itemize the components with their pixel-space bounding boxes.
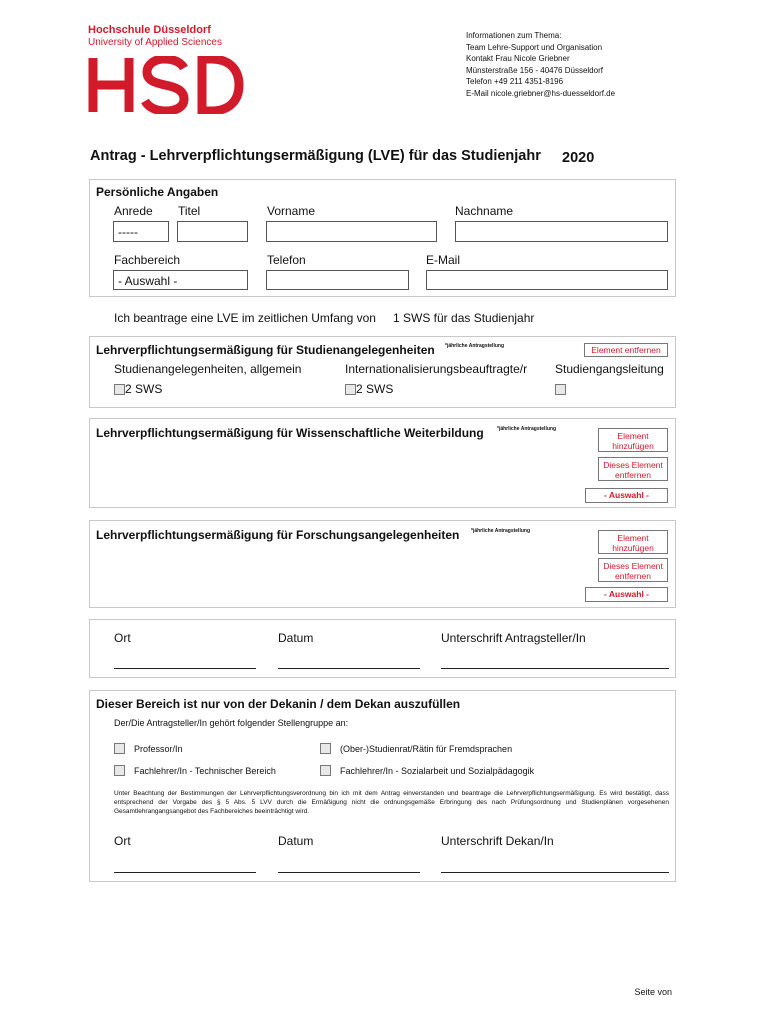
weiterbildung-add-button[interactable]: Element hinzufügen (598, 428, 668, 452)
vorname-input[interactable] (266, 221, 437, 242)
nachname-label: Nachname (455, 204, 514, 218)
studien-col1-sws: 2 SWS (125, 382, 163, 396)
studienrat-checkbox[interactable] (320, 743, 331, 754)
anrede-label: Anrede (114, 204, 153, 218)
dekan-ort-label: Ort (114, 834, 131, 848)
request-sws: 1 SWS für das Studienjahr (393, 311, 535, 325)
fachbereich-select[interactable]: - Auswahl - (113, 270, 248, 290)
fachlehrer-technik-checkbox[interactable] (114, 765, 125, 776)
fachbereich-label: Fachbereich (114, 253, 181, 267)
fachlehrer-sozial-label: Fachlehrer/In - Sozialarbeit und Sozialpädagogik (340, 766, 535, 776)
weiterbildung-heading: Lehrverpflichtungsermäßigung für Wissenschaftliche Weiterbildung (96, 426, 484, 440)
studien-col1-checkbox[interactable] (114, 384, 125, 395)
contact-block (466, 30, 615, 100)
ort-line[interactable] (114, 668, 256, 669)
form-title: Antrag - Lehrverpflichtungsermäßigung (LVE) für das Studienjahr (90, 148, 541, 164)
dekan-heading: Dieser Bereich ist nur von der Dekanin / dem Dekan auszufüllen (96, 697, 461, 711)
titel-input[interactable] (177, 221, 248, 242)
dekan-datum-label: Datum (278, 834, 314, 848)
dekan-intro: Der/Die Antragsteller/In gehört folgender Stellengruppe an: (114, 718, 349, 728)
unterschrift-line[interactable] (441, 668, 669, 669)
dekan-datum-line[interactable] (278, 872, 420, 873)
personal-heading: Persönliche Angaben (96, 185, 219, 199)
vorname-label: Vorname (267, 204, 316, 218)
nachname-input[interactable] (455, 221, 668, 242)
dekan-unterschrift-line[interactable] (441, 872, 669, 873)
telefon-label: Telefon (267, 253, 306, 267)
forschung-heading: Lehrverpflichtungsermäßigung für Forschungsangelegenheiten (96, 528, 460, 542)
forschung-add-button[interactable]: Element hinzufügen (598, 530, 668, 554)
professor-label: Professor/In (134, 744, 183, 754)
studienrat-label: (Ober-)Studienrat/Rätin für Fremdsprachen (340, 744, 513, 754)
contact-line: Kontakt Frau Nicole Griebner (466, 54, 570, 64)
signature-panel (89, 619, 676, 678)
dekan-unterschrift-label: Unterschrift Dekan/In (441, 834, 554, 848)
forschung-note: *jährliche Antragstellung (471, 528, 530, 534)
contact-line: Informationen zum Thema: (466, 31, 562, 40)
studien-remove-button[interactable]: Element entfernen (584, 343, 668, 357)
fachlehrer-technik-label: Fachlehrer/In - Technischer Bereich (134, 766, 276, 776)
email-label: E-Mail (426, 253, 461, 267)
studien-note: *jährliche Antragstellung (445, 343, 504, 349)
dekan-ort-line[interactable] (114, 872, 256, 873)
dekan-paragraph: Unter Beachtung der Bestimmungen der Lehrverpflichtungsverordnung bin ich mit dem Antrag einverstanden und beantrage die Lehrverpflichtungsermäßigung. Es wird bestätigt, dass entsprechend der Vorgabe des § 5 Abs. 5 LVV durch die Ermäßigung nicht die ordnungsgemäße Erbringung des nach Prüfungsordnung und Studienplänen vorgesehenen Gesamtlehrangangsangebot des Fachbereiches beeinträchtigt wird. (114, 790, 669, 815)
request-text: Ich beantrage eine LVE im zeitlichen Umfang von (114, 311, 376, 325)
forschung-remove-button[interactable]: Dieses Element entfernen (598, 558, 668, 582)
contact-line: E-Mail nicole.griebner@hs-duesseldorf.de (466, 88, 616, 98)
email-input[interactable] (426, 270, 668, 290)
studien-heading: Lehrverpflichtungsermäßigung für Studienangelegenheiten (96, 343, 435, 357)
titel-label: Titel (178, 204, 201, 218)
ort-label: Ort (114, 631, 131, 645)
studien-col2-sws: 2 SWS (356, 382, 394, 396)
studien-col3-checkbox[interactable] (555, 384, 566, 395)
hsd-logo (88, 56, 244, 114)
datum-label: Datum (278, 631, 314, 645)
studien-col2-label: Internationalisierungsbeauftragte/r (345, 362, 528, 376)
telefon-input[interactable] (266, 270, 409, 290)
page-number: Seite von (634, 987, 672, 997)
fachlehrer-sozial-checkbox[interactable] (320, 765, 331, 776)
studien-col2-checkbox[interactable] (345, 384, 356, 395)
contact-line: Münsterstraße 156 - 40476 Düsseldorf (466, 65, 603, 75)
weiterbildung-select[interactable]: - Auswahl - (585, 488, 668, 503)
studien-col1-label: Studienangelegenheiten, allgemein (114, 362, 302, 376)
studien-col3-label: Studiengangsleitung (555, 362, 664, 376)
weiterbildung-note: *jährliche Antragstellung (497, 426, 556, 432)
university-name: Hochschule Düsseldorf (88, 24, 211, 36)
professor-checkbox[interactable] (114, 743, 125, 754)
university-subtitle: University of Applied Sciences (88, 37, 222, 48)
contact-line: Telefon +49 211 4351-8196 (466, 77, 564, 87)
datum-line[interactable] (278, 668, 420, 669)
contact-line: Team Lehre-Support und Organisation (466, 42, 603, 52)
unterschrift-label: Unterschrift Antragsteller/In (441, 631, 586, 645)
form-year: 2020 (562, 150, 595, 166)
forschung-select[interactable]: - Auswahl - (585, 587, 668, 602)
anrede-select[interactable]: ----- (113, 221, 169, 242)
weiterbildung-remove-button[interactable]: Dieses Element entfernen (598, 457, 668, 481)
